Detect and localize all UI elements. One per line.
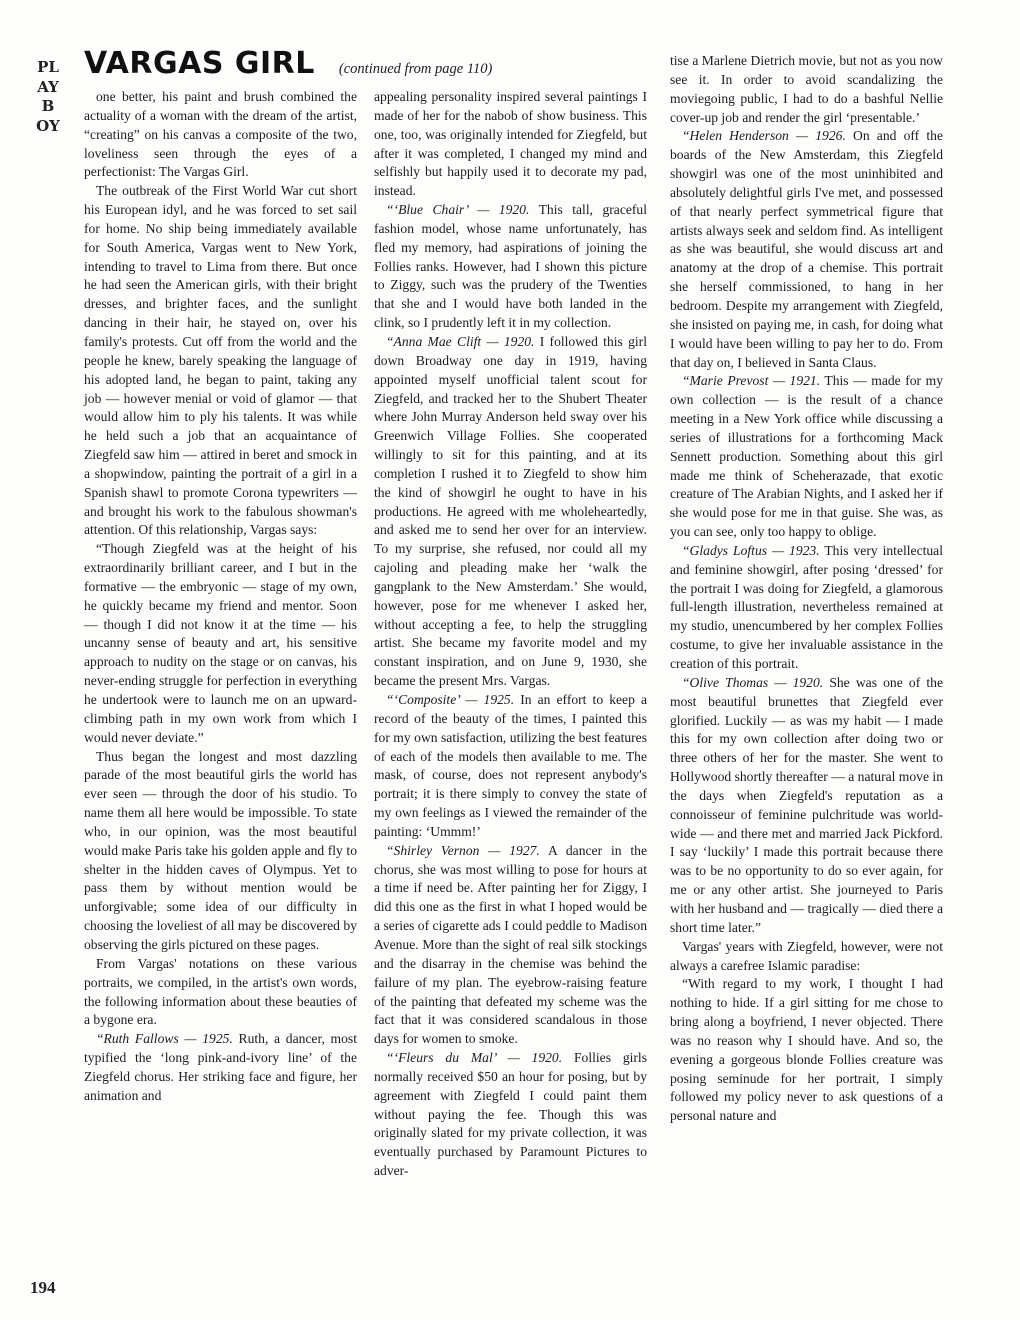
page-number: 194 bbox=[30, 1278, 56, 1297]
paragraph bbox=[374, 201, 647, 333]
paragraph-text: “Though Ziegfeld was at the height of his extraordinarily brilliant career, and I but in the formative — the embryonic — stage of my own, he quickly became my friend and mentor. Soon — though I did not know it at the time — his uncanny sense of beauty and art, his sensitive approach to nudity on the stage or on canvas, his never-ending struggle for perfection in everything he undertook were to launch me on an upward-climbing path in my own work from which I would never deviate.” bbox=[84, 541, 357, 745]
paragraph bbox=[84, 748, 357, 955]
paragraph bbox=[670, 938, 943, 976]
article-header bbox=[84, 46, 644, 82]
article-title: VARGAS GIRL bbox=[84, 46, 315, 81]
paragraph-text: I followed this girl down Broadway one day in 1919, having appointed myself unofficial talent scout for Ziegfeld, and tracked her to the Shubert Theater where John Murray Anderson held sway over his Greenwich Village Follies. She cooperated willingly to sit for this painting, and at its completion I rushed it to Ziegfeld to show him the kind of showgirl he ought to have in his productions. He agreed with me wholeheartedly, and asked me to send her over for an interview. To my surprise, she refused, nor could all my cajoling and pleading make her ‘walk the gangplank to the New Amsterdam.’ She would, however, pose for me whenever I asked her, without accepting a fee, to help the struggling artist. She became my favorite model and my constant inspiration, and on June 9, 1930, she became the present Mrs. Vargas. bbox=[374, 333, 647, 689]
paragraph bbox=[84, 1030, 357, 1105]
paragraph-text: Ruth, a dancer, most typified the ‘long pink-and-ivory line’ of the Ziegfeld chorus. Her striking face and figure, her animation and bbox=[84, 1031, 357, 1103]
paragraph-text: From Vargas' notations on these various portraits, we compiled, in the artist's own words, the following information about these beauties of a bygone era. bbox=[84, 955, 357, 1028]
paragraph bbox=[670, 372, 943, 542]
portrait-caption-lead: “Shirley Vernon — 1927. bbox=[386, 842, 540, 858]
paragraph-text: appealing personality inspired several paintings I made of her for the nabob of show business. This one, too, was originally intended for Ziegfeld, but after it was completed, I changed my mind and selfishly but happily used it to decorate my pad, instead. bbox=[374, 89, 647, 199]
paragraph bbox=[84, 540, 357, 747]
paragraph-text: “With regard to my work, I thought I had nothing to hide. If a girl sitting for me chose to bring along a boyfriend, I never objected. There was no reason why I should have. And so, the evening a gorgeous blonde Follies creature was posing seminude for her portrait, I simply followed my policy never to ask questions of a personal nature and bbox=[670, 976, 943, 1124]
paragraph-text: Vargas' years with Ziegfeld, however, were not always a carefree Islamic paradise: bbox=[670, 938, 943, 973]
paragraph-text: She was one of the most beautiful brunettes that Ziegfeld ever glorified. Luckily — as was my habit — I made this for my own collection after doing two or three others of her for the master. She went to Hollywood shortly thereafter — a natural move in the days when Ziegfeld's reputation as a connoisseur of feminine pulchritude was world-wide — and there met and married Jack Pickford. I say ‘luckily’ I made this portrait because there was to be no opportunity to do so ever again, for me or any other artist. She journeyed to Paris with her husband and — tragically — died there a short time later.” bbox=[670, 674, 943, 935]
text-column-3 bbox=[670, 52, 943, 1300]
paragraph bbox=[670, 52, 943, 127]
paragraph-text: one better, his paint and brush combined the actuality of a woman with the dream of the artist, “creating” on his canvas a composite of the two, loveliness seen through the eyes of a perfectionist: The Vargas Girl. bbox=[84, 89, 357, 180]
paragraph bbox=[670, 542, 943, 674]
paragraph-text: This very intellectual and feminine showgirl, after posing ‘dressed’ for the portrait I was doing for Ziegfeld, a glamorous full-length illustration, nevertheless remained at my studio, unencumbered by her complex Follies costume, to give her invaluable assistance in the creation of this portrait. bbox=[670, 542, 943, 671]
continued-note: (continued from page 110) bbox=[338, 61, 493, 77]
paragraph bbox=[84, 182, 357, 540]
paragraph-text: Thus began the longest and most dazzling parade of the most beautiful girls the world has ever seen — through the door of his studio. To name them all here would be impossible. To state who, in our opinion, was the most beautiful would make Paris take his golden apple and fly to shelter in the hidden caves of Olympus. Yet to pass them by without mention would be unforgivable; some idea of our difficulty in choosing the loveliest of all may be discovered by observing the girls pictured on these pages. bbox=[84, 748, 357, 952]
paragraph bbox=[374, 842, 647, 1049]
paragraph bbox=[84, 88, 357, 182]
paragraph-text: This — made for my own collection — is the result of a chance meeting in a New York office while discussing a series of illustrations for a forthcoming Mack Sennett production. Something about this girl made me think of Scheherazade, that exotic creature of The Arabian Nights, and I asked her if she would pose for me in that guise. She was, as you can see, only too happy to oblige. bbox=[670, 373, 943, 540]
paragraph bbox=[374, 691, 647, 842]
paragraph bbox=[374, 88, 647, 201]
portrait-caption-lead: “Helen Henderson — 1926. bbox=[682, 128, 846, 144]
paragraph bbox=[84, 955, 357, 1030]
magazine-side-label: PLAYBOY bbox=[36, 58, 60, 135]
text-column-1 bbox=[84, 88, 357, 1300]
portrait-caption-lead: “‘Fleurs du Mal’ — 1920. bbox=[386, 1050, 563, 1066]
paragraph-text: tise a Marlene Dietrich movie, but not as you now see it. In order to avoid scandalizing the moviegoing public, I had to do a bashful Nellie cover-up job and render the girl ‘presentable.’ bbox=[670, 53, 943, 125]
paragraph-text: This tall, graceful fashion model, whose name unfortunately, has fled my memory, had aspirations of joining the Follies ranks. However, had I shown this picture to Ziggy, such was the prudery of the Twenties that she and I would have both landed in the clink, so I prudently left it in my collection. bbox=[374, 202, 647, 331]
portrait-caption-lead: “Olive Thomas — 1920. bbox=[682, 674, 824, 690]
portrait-caption-lead: “‘Composite’ — 1925. bbox=[386, 692, 515, 707]
paragraph-text: Follies girls normally received $50 an hour for posing, but by agreement with Ziegfeld I could paint them without paying the fee. Though this was originally slated for my private collection, it was eventually purchased by Paramount Pictures to adver- bbox=[374, 1050, 648, 1179]
paragraph bbox=[670, 975, 943, 1126]
paragraph bbox=[670, 127, 943, 372]
portrait-caption-lead: “Gladys Loftus — 1923. bbox=[682, 542, 820, 558]
paragraph bbox=[374, 1049, 647, 1181]
paragraph-text: A dancer in the chorus, she was most willing to pose for hours at a time if need be. After painting her for Ziggy, I did this one as the first in what I hoped would be a series of cigarette ads I could peddle to Madison Avenue. More than the sight of real silk stockings and the disarray in the chemise was behind the failure of my plan. The eyebrow-raising feature of the painting that defeated my scheme was the fact that it was considered scandalous in those days for women to smoke. bbox=[374, 842, 648, 1047]
portrait-caption-lead: “‘Blue Chair’ — 1920. bbox=[386, 202, 530, 218]
portrait-caption-lead: “Anna Mae Clift — 1920. bbox=[386, 333, 535, 349]
paragraph bbox=[374, 333, 647, 691]
paragraph-text: On and off the boards of the New Amsterdam, this Ziegfeld showgirl was one of the most uninhibited and absolutely delightful girls I've met, and possessed of that nearly perfect symmetrical figure that artists always seek and seldom find. As intelligent as she was beautiful, she would discuss art and anatomy at the drop of a chemise. This portrait she herself commissioned, to hang in her bedroom. Despite my arrangement with Ziegfeld, she insisted on paying me, in cash, for doing what I would have been willing to pay her to do. From that day on, I believed in Santa Claus. bbox=[670, 128, 943, 370]
portrait-caption-lead: “Ruth Fallows — 1925. bbox=[96, 1031, 233, 1047]
text-column-2 bbox=[374, 88, 647, 1300]
paragraph-text: In an effort to keep a record of the beauty of the times, I painted this for my own satisfaction, utilizing the best features of each of the models then available to me. The mask, of course, does not represent anybody's portrait; it is there simply to convey the state of my own feelings as I viewed the remainder of the painting: ‘Ummm!’ bbox=[374, 692, 647, 839]
paragraph-text: The outbreak of the First World War cut short his European idyl, and he was forced to set sail for home. No ship being immediately available for South America, Vargas went to New York, intending to travel to Lima from there. But once he had seen the American girls, with their bright dresses, and brighter faces, and the sunlight dancing in their hair, he stayed on, over his family's protests. Cut off from the world and the people he knew, barely speaking the language of his adopted land, he began to paint, taking any job — however menial or void of glamor — that would allow him to ply his talents. It was while he held such a job that an acquaintance of Ziegfeld saw him — attired in beret and smock in a shopwindow, painting the portrait of a girl in a Spanish shawl to promote Corona typewriters — and brought his work to the fabulous showman's attention. Of this relationship, Vargas says: bbox=[84, 183, 357, 538]
paragraph bbox=[670, 674, 943, 938]
portrait-caption-lead: “Marie Prevost — 1921. bbox=[682, 373, 821, 389]
